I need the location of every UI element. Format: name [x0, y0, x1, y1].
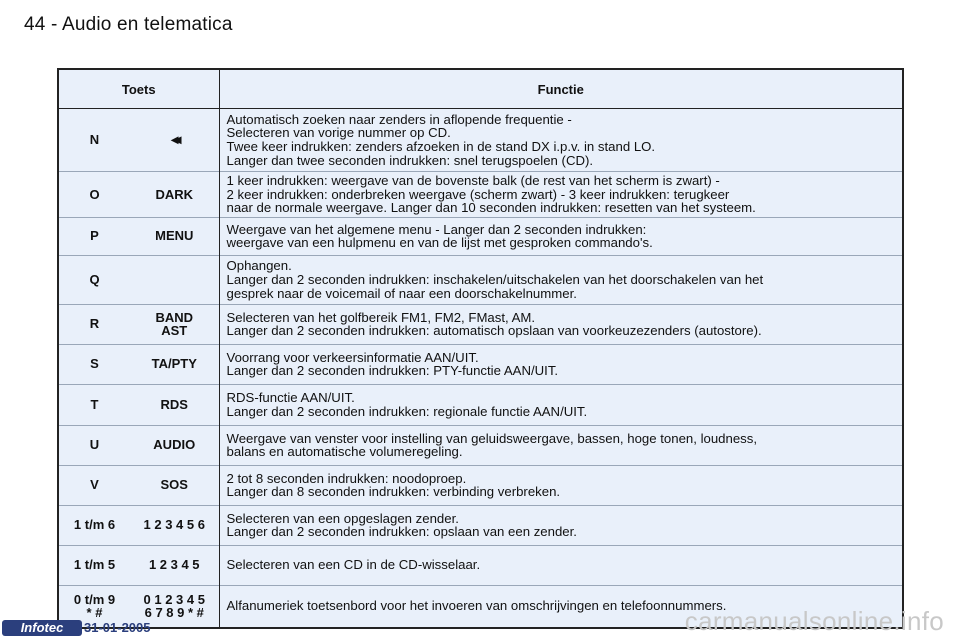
table-row	[58, 384, 903, 425]
description-line: Ophangen.	[226, 258, 292, 274]
table-row	[58, 217, 903, 255]
table-row	[58, 304, 903, 344]
description-line: Langer dan 2 seconden indrukken: automatisch opslaan van voorkeuzezenders (autostore).	[226, 323, 762, 339]
row-key: 1 t/m 6	[58, 505, 130, 545]
row-key: P	[58, 217, 130, 255]
row-label: MENU	[130, 217, 219, 255]
table-row	[58, 505, 903, 545]
row-key: R	[58, 304, 130, 344]
row-description	[219, 465, 903, 505]
row-label: 0 1 2 3 4 5 6 7 8 9 * #	[130, 585, 219, 628]
row-key: 1 t/m 5	[58, 545, 130, 585]
row-description	[219, 425, 903, 465]
row-key: N	[58, 109, 130, 172]
row-description	[219, 217, 903, 255]
row-key: O	[58, 172, 130, 218]
row-label: DARK	[130, 172, 219, 218]
description-line: 1 keer indrukken: weergave van de bovenste balk (de rest van het scherm is zwart) -	[226, 173, 720, 188]
description-line: Voorrang voor verkeersinformatie AAN/UIT.	[226, 349, 479, 365]
description-line: balans en automatische volumeregeling.	[226, 444, 463, 460]
page-header: 44 - Audio en telematica	[24, 14, 233, 35]
table-row	[58, 465, 903, 505]
description-line: Langer dan 2 seconden indrukken: PTY-functie AAN/UIT.	[226, 363, 559, 379]
description-line: Alfanumeriek toetsenbord voor het invoeren van omschrijvingen en telefoonnummers.	[226, 598, 727, 614]
description-line: Langer dan 8 seconden indrukken: verbinding verbreken.	[226, 484, 561, 500]
row-label: 1 2 3 4 5	[130, 545, 219, 585]
description-line: 2 tot 8 seconden indrukken: noodoproep.	[226, 470, 467, 486]
row-key: U	[58, 425, 130, 465]
table-row	[58, 109, 903, 172]
row-description	[219, 255, 903, 304]
row-key: V	[58, 465, 130, 505]
row-key: S	[58, 344, 130, 384]
footer-date: 31-01-2005	[84, 620, 151, 635]
description-line: Langer dan 2 seconden indrukken: regionale functie AAN/UIT.	[226, 403, 588, 419]
description-line: Langer dan twee seconden indrukken: snel terugspoelen (CD).	[226, 152, 594, 168]
row-label: TA/PTY	[130, 344, 219, 384]
row-label	[130, 255, 219, 304]
table-header-row	[58, 69, 903, 109]
column-header-function: Functie	[219, 69, 903, 109]
table-row	[58, 172, 903, 218]
row-label: RDS	[130, 384, 219, 425]
description-line: Selecteren van een CD in de CD-wisselaar.	[226, 557, 481, 573]
row-description	[219, 172, 903, 218]
row-description	[219, 505, 903, 545]
description-line: Langer dan 2 seconden indrukken: opslaan van een zender.	[226, 524, 577, 540]
row-description	[219, 109, 903, 172]
controls-table-wrapper	[57, 68, 904, 629]
row-description	[219, 344, 903, 384]
row-description	[219, 384, 903, 425]
row-label: BAND AST	[130, 304, 219, 344]
table-row	[58, 425, 903, 465]
description-line: Weergave van het algemene menu - Langer dan 2 seconden indrukken:	[226, 221, 647, 237]
row-key: 0 t/m 9 * #	[58, 585, 130, 628]
row-key: Q	[58, 255, 130, 304]
description-line: gesprek naar de voicemail of naar een doorschakelnummer.	[226, 285, 577, 301]
row-label: AUDIO	[130, 425, 219, 465]
description-line: Weergave van venster voor instelling van geluidsweergave, bassen, hoge tonen, loudness,	[226, 430, 758, 446]
description-line: Langer dan 2 seconden indrukken: inschakelen/uitschakelen van het doorschakelen van het	[226, 271, 764, 287]
row-description	[219, 304, 903, 344]
infotec-logo: Infotec	[2, 620, 82, 636]
controls-table	[57, 68, 904, 629]
watermark: carmanualsonline.info	[684, 606, 944, 636]
table-row	[58, 255, 903, 304]
description-line: Twee keer indrukken: zenders afzoeken in de stand DX i.p.v. in stand LO.	[226, 139, 656, 154]
description-line: RDS-functie AAN/UIT.	[226, 390, 355, 406]
row-label	[130, 109, 219, 172]
description-line: weergave van een hulpmenu en van de lijst met gesproken commando's.	[226, 235, 653, 251]
description-line: Selecteren van het golfbereik FM1, FM2, FMast, AM.	[226, 309, 536, 325]
table-row	[58, 545, 903, 585]
table-row	[58, 344, 903, 384]
description-line: Selecteren van vorige nummer op CD.	[226, 125, 451, 141]
description-line: Automatisch zoeken naar zenders in aflopende frequentie -	[226, 111, 572, 127]
row-description	[219, 545, 903, 585]
column-header-key: Toets	[58, 69, 219, 109]
rewind-icon: ◂◂	[171, 131, 178, 148]
row-label: SOS	[130, 465, 219, 505]
description-line: Selecteren van een opgeslagen zender.	[226, 510, 459, 526]
description-line: 2 keer indrukken: onderbreken weergave (scherm zwart) - 3 keer indrukken: terugkeer	[226, 186, 730, 202]
description-line: naar de normale weergave. Langer dan 10 seconden indrukken: resetten van het systeem.	[226, 200, 756, 216]
row-label: 1 2 3 4 5 6	[130, 505, 219, 545]
row-key: T	[58, 384, 130, 425]
